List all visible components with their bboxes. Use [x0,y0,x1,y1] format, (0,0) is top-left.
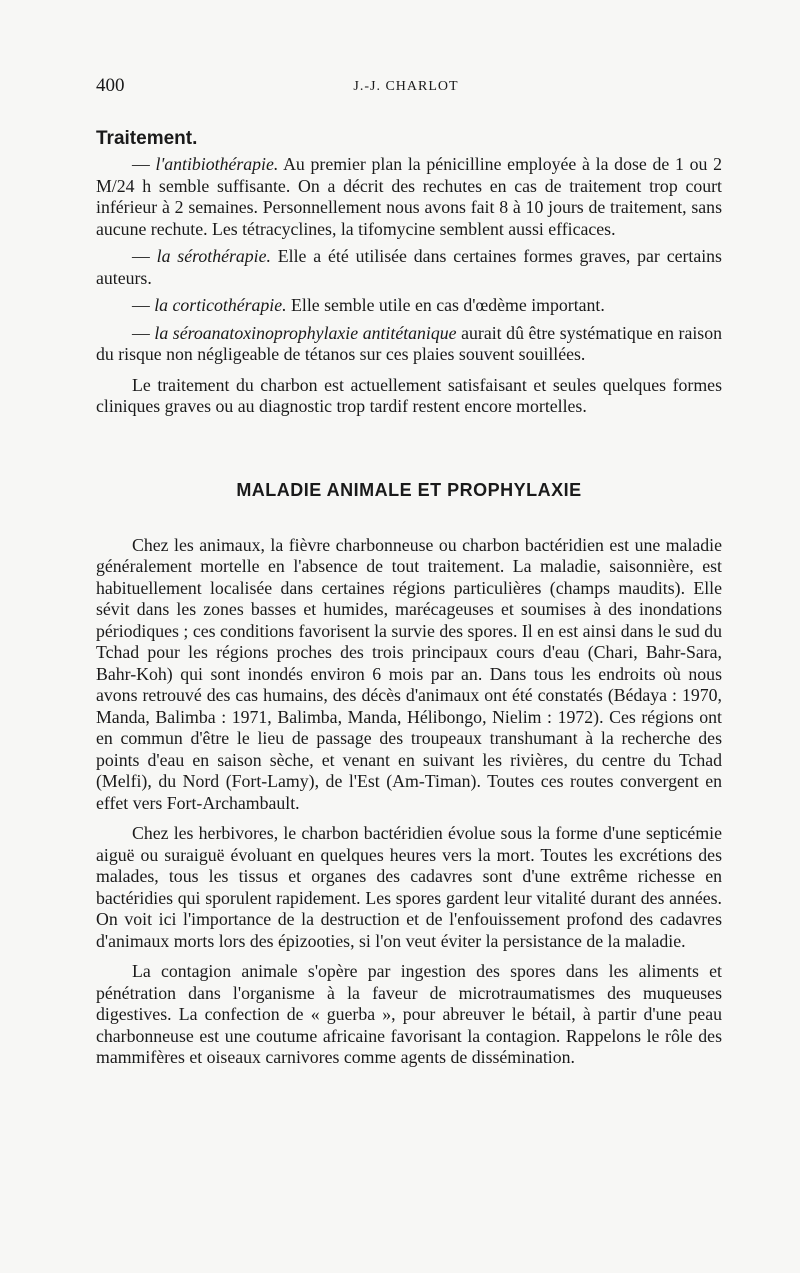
treatment-heading: Traitement. [96,128,198,149]
item-dash: — [132,295,155,315]
body-paragraph: Chez les herbivores, le charbon bactéridien évolue sous la forme d'une septicémie aiguë ou suraiguë évoluant en quelques heures vers la mort. Toutes les excrétions des malades, tous les tissus et organes des cadavres sont d'une extrême richesse en bactéridies qui sporulent rapidement. Les spores gardent leur vitalité durant des années. On voit ici l'importance de la destruction et de l'enfouissement profond des cadavres d'animaux morts lors des épizooties, si l'on veut éviter la persistance de la maladie. [96,823,722,951]
item-term: la sérothérapie. [156,246,271,266]
item-term: la séroanatoxinoprophylaxie antitétanique [154,322,457,343]
item-term: l'antibiothérapie. [155,154,279,174]
treatment-item [96,246,722,289]
item-dash: — [132,154,156,174]
treatment-conclusion: Le traitement du charbon est actuellement satisfaisant et seules quelques formes cliniques graves ou au diagnostic trop tardif restent encore mortelles. [96,374,722,416]
running-author: J.-J. CHARLOT [353,79,459,94]
running-header [96,75,716,101]
item-text: Au premier plan la pénicilline employée à la dose de 1 ou 2 M/24 h semble suffisante. On a décrit des rechutes en cas de traitement trop court inférieur à 2 semaines. Personnellement nous avons fait 8 à 10 jours de traitement, sans aucune rechute. Les tétracyclines, la tifomycine semblent aussi efficaces. [96,154,722,239]
body-paragraph: La contagion animale s'opère par ingestion des spores dans les aliments et pénétration dans l'organisme à la faveur de microtraumatismes des muqueuses digestives. La confection de « guerba », pour abreuver le bétail, à partir d'une peau charbonneuse est une coutume africaine favorisant la contagion. Rappelons le rôle des mammifères et oiseaux carnivores comme agents de dissémination. [96,961,722,1067]
page-number: 400 [96,75,125,96]
item-text: Elle semble utile en cas d'œdème important. [286,295,605,315]
treatment-item [96,154,722,240]
item-text: aurait dû être systématique en raison du risque non négligeable de tétanos sur ces plaies souvent souillées. [96,322,723,364]
treatment-item [96,323,722,366]
item-dash: — [132,322,155,343]
treatment-item [96,295,722,317]
main-content [96,128,722,1078]
item-term: la corticothérapie. [154,295,287,315]
body-paragraph: Chez les animaux, la fièvre charbonneuse ou charbon bactéridien est une maladie généralement mortelle en l'absence de tout traitement. La maladie, saisonnière, est habituellement localisée dans certaines régions particulières (champs maudits). Elle sévit dans les zones basses et humides, marécageuses et soumises à des inondations périodiques ; ces conditions favorisent la survie des spores. Il en est ainsi dans le sud du Tchad pour les régions proches des trois principaux cours d'eau (Chari, Bahr-Sara, Bahr-Koh) qui sont inondés environ 6 mois par an. Dans tous les endroits où nous avons retrouvé des cas humains, des décès d'animaux ont été constatés (Bédaya : 1970, Manda, Balimba : 1971, Balimba, Manda, Hélibongo, Nielim : 1972). Ces régions ont en commun d'être le lieu de passage des troupeaux transhumant à la recherche des points d'eau en saison sèche, et venant en suivant les rivières, du centre du Tchad (Melfi), du Nord (Fort-Lamy), de l'Est (Am-Timan). Toutes ces routes convergent en effet vers Fort-Archambault. [96,534,722,813]
section-title: MALADIE ANIMALE ET PROPHYLAXIE [236,479,582,500]
item-text: Elle a été utilisée dans certaines formes graves, par certains auteurs. [96,246,722,288]
item-dash: — [132,246,157,266]
